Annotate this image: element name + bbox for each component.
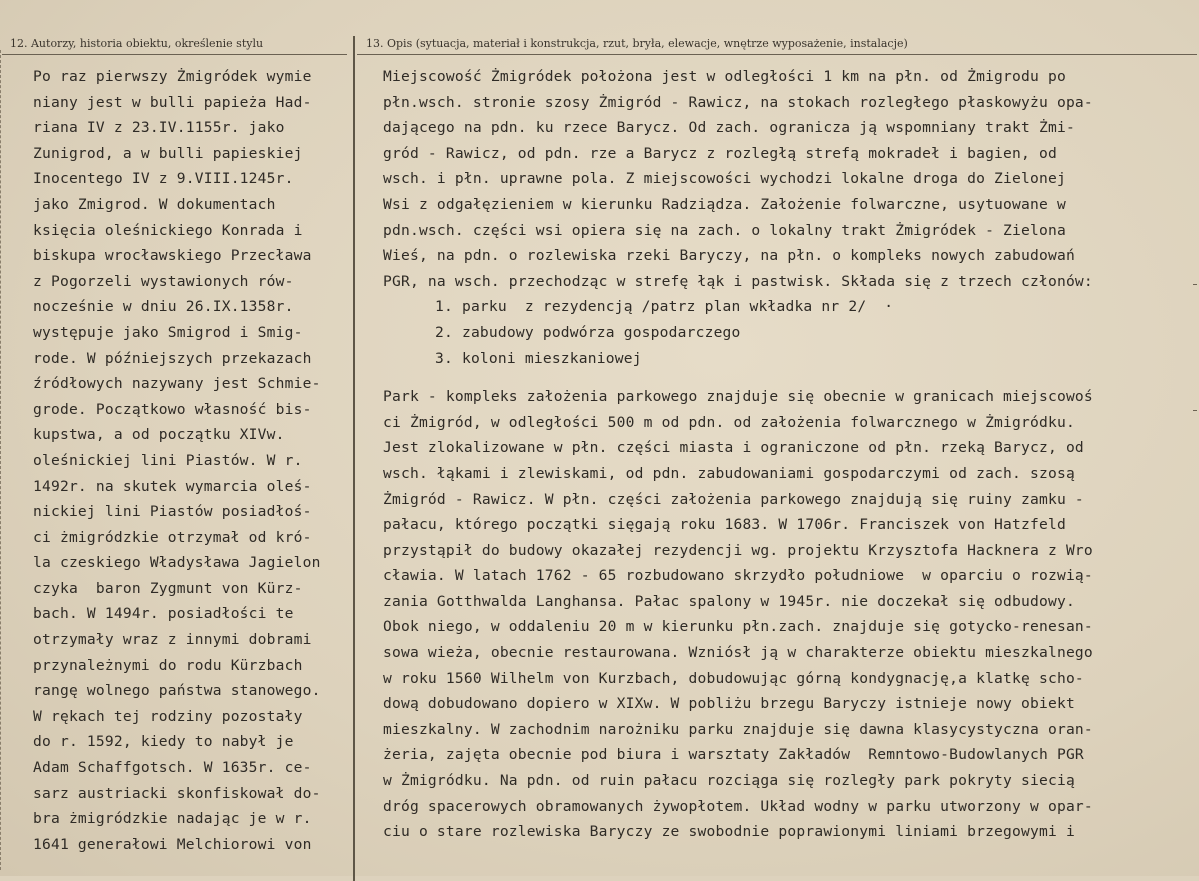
header-rule-left xyxy=(2,54,347,55)
text-line: źródłowych nazywany jest Schmie- xyxy=(33,375,321,393)
text-line: 1641 generałowi Melchiorowi von xyxy=(33,835,312,853)
text-line: gród - Rawicz, od pdn. rze a Barycz z rozległą strefą mokradeł i bagien, od xyxy=(383,144,1057,162)
list-item: 1. parku z rezydencją /patrz plan wkładka nr 2/ · xyxy=(435,298,894,316)
text-line: żeria, zajęta obecnie pod biura i warsztaty Zakładów Remntowo-Budowlanych PGR xyxy=(383,746,1084,764)
text-line: bach. W 1494r. posiadłości te xyxy=(33,605,294,623)
text-line: ci Żmigród, w odległości 500 m od pdn. od założenia folwarcznego w Żmigródku. xyxy=(383,413,1075,431)
section-13-heading: 13. Opis (sytuacja, materiał i konstrukcja, rzut, bryła, elewacje, wnętrze wyposażenie, instalacje) xyxy=(366,37,908,50)
text-line: sowa wieża, obecnie restaurowana. Wzniósł ją w charakterze obiektu mieszkalnego xyxy=(383,644,1093,662)
text-line: Żmigród - Rawicz. W płn. części założenia parkowego znajdują się ruiny zamku - xyxy=(383,490,1084,508)
paragraph-gap xyxy=(383,371,1199,384)
text-line: ciu o stare rozlewiska Baryczy ze swobodnie poprawionymi liniami brzegowymi i xyxy=(383,823,1075,841)
text-line: w roku 1560 Wilhelm von Kurzbach, dobudowując górną kondygnację,a klatkę scho- xyxy=(383,669,1084,687)
text-line: pdn.wsch. części wsi opiera się na zach. o lokalny trakt Żmigródek - Zielona xyxy=(383,221,1066,239)
text-line: oleśnickiej lini Piastów. W r. xyxy=(33,451,303,469)
text-line: płn.wsch. stronie szosy Żmigród - Rawicz, na stokach rozległego płaskowyżu opa- xyxy=(383,93,1093,111)
description-text-column xyxy=(383,64,1199,845)
park-paragraph xyxy=(383,384,1199,845)
text-line: Wieś, na pdn. o rozlewiska rzeki Baryczy, na płn. o kompleks nowych zabudowań xyxy=(383,247,1075,265)
list-item: 3. koloni mieszkaniowej xyxy=(435,349,642,367)
text-line: jako Zmigrod. W dokumentach xyxy=(33,195,276,213)
text-line: Zunigrod, a w bulli papieskiej xyxy=(33,144,303,162)
text-line: wsch. łąkami i zlewiskami, od pdn. zabudowaniami gospodarczymi od zach. szosą xyxy=(383,464,1075,482)
text-line: nocześnie w dniu 26.IX.1358r. xyxy=(33,298,294,316)
history-text-column xyxy=(33,64,355,857)
text-line: PGR, na wsch. przechodząc w strefę łąk i pastwisk. Składa się z trzech członów: xyxy=(383,272,1093,290)
text-line: nickiej lini Piastów posiadłoś- xyxy=(33,503,312,521)
list-item: 2. zabudowy podwórza gospodarczego xyxy=(435,323,741,341)
text-line: występuje jako Smigrod i Smig- xyxy=(33,323,303,341)
text-line: dową dobudowano dopiero w XIXw. W pobliżu brzegu Baryczy istnieje nowy obiekt xyxy=(383,695,1075,713)
text-line: pałacu, którego początki sięgają roku 1683. W 1706r. Franciszek von Hatzfeld xyxy=(383,516,1066,534)
text-line: w Żmigródku. Na pdn. od ruin pałacu rozciąga się rozległy park pokryty siecią xyxy=(383,772,1075,790)
text-line: niany jest w bulli papieża Had- xyxy=(33,93,312,111)
text-line: księcia oleśnickiego Konrada i xyxy=(33,221,303,239)
text-line: riana IV z 23.IV.1155r. jako xyxy=(33,119,285,137)
text-line: la czeskiego Władysława Jagielon xyxy=(33,554,321,572)
text-line: rangę wolnego państwa stanowego. xyxy=(33,682,321,700)
location-paragraph xyxy=(383,64,1199,294)
text-line: wsch. i płn. uprawne pola. Z miejscowości wychodzi lokalne droga do Zielonej xyxy=(383,170,1066,188)
text-line: Po raz pierwszy Żmigródek wymie xyxy=(33,68,312,85)
text-line: ci żmigródzkie otrzymał od kró- xyxy=(33,528,312,546)
text-line: W rękach tej rodziny pozostały xyxy=(33,707,303,725)
text-line: dającego na pdn. ku rzece Barycz. Od zach. ogranicza ją wspomniany trakt Żmi- xyxy=(383,119,1075,137)
section-12-heading: 12. Autorzy, historia obiektu, określenie stylu xyxy=(10,37,264,50)
text-line: Adam Schaffgotsch. W 1635r. ce- xyxy=(33,759,312,777)
text-line: Inocentego IV z 9.VIII.1245r. xyxy=(33,170,294,188)
components-list xyxy=(383,294,1199,371)
header-rule-right xyxy=(357,54,1197,55)
text-line: 1492r. na skutek wymarcia oleś- xyxy=(33,477,312,495)
text-line: bra żmigródzkie nadając je w r. xyxy=(33,810,312,828)
text-line: otrzymały wraz z innymi dobrami xyxy=(33,631,312,649)
text-line: grode. Początkowo własność bis- xyxy=(33,400,312,418)
text-line: Park - kompleks założenia parkowego znajduje się obecnie w granicach miejscowoś xyxy=(383,388,1093,406)
text-line: do r. 1592, kiedy to nabył je xyxy=(33,733,294,751)
text-line: przystąpił do budowy okazałej rezydencji wg. projektu Krzysztofa Hacknera z Wro xyxy=(383,541,1093,559)
text-line: dróg spacerowych obramowanych żywopłotem. Układ wodny w parku utworzony w opar- xyxy=(383,797,1093,815)
text-line: cławia. W latach 1762 - 65 rozbudowano skrzydło południowe w oparciu o rozwią- xyxy=(383,567,1093,585)
text-line: rode. W późniejszych przekazach xyxy=(33,349,312,367)
text-line: czyka baron Zygmunt von Kürz- xyxy=(33,579,303,597)
text-line: Wsi z odgałęzieniem w kierunku Radziądza. Założenie folwarczne, usytuowane w xyxy=(383,195,1066,213)
text-line: z Pogorzeli wystawionych rów- xyxy=(33,272,294,290)
left-margin-rule xyxy=(0,50,2,870)
text-line: Miejscowość Żmigródek położona jest w odległości 1 km na płn. od Żmigrodu po xyxy=(383,68,1066,85)
text-line: zania Gotthwalda Langhansa. Pałac spalony w 1945r. nie doczekał się odbudowy. xyxy=(383,592,1075,610)
text-line: sarz austriacki skonfiskował do- xyxy=(33,784,321,802)
text-line: biskupa wrocławskiego Przecława xyxy=(33,247,312,265)
text-line: Jest zlokalizowane w płn. części miasta i ograniczone od płn. rzeką Barycz, od xyxy=(383,439,1084,457)
text-line: kupstwa, a od początku XIVw. xyxy=(33,426,285,444)
text-line: mieszkalny. W zachodnim narożniku parku znajduje się dawna klasycystyczna oran- xyxy=(383,720,1093,738)
text-line: przynależnymi do rodu Kürzbach xyxy=(33,656,303,674)
text-line: Obok niego, w oddaleniu 20 m w kierunku płn.zach. znajduje się gotycko-renesan- xyxy=(383,618,1093,636)
